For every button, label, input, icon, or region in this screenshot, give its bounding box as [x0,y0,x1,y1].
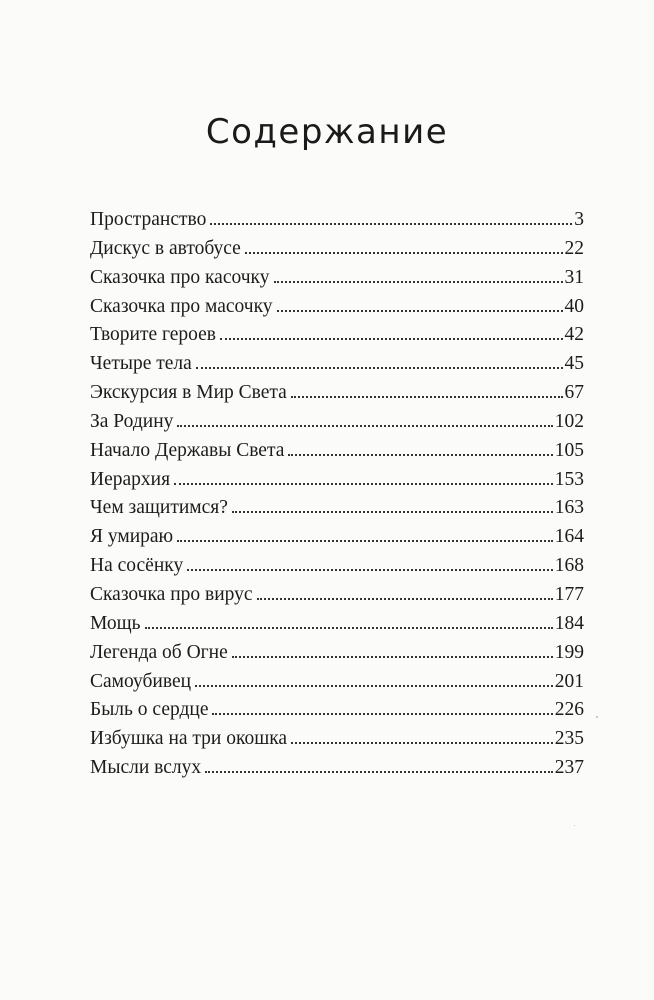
toc-entry-page: 153 [554,468,584,490]
dot-leader [257,588,553,600]
toc-entry-title: Пространство [90,209,207,230]
dot-leader [174,473,553,485]
toc-entry [90,494,584,523]
dot-leader [291,386,563,398]
toc-entry-page: 235 [554,728,584,750]
toc-entry-title: Самоубивец [90,670,192,692]
toc-entry-title: Мысли вслух [90,757,202,779]
toc-entry [90,321,584,350]
toc-entry-title: Я умираю [90,526,174,548]
toc-entry-title: Дискус в автобусе [90,237,241,259]
toc-entry-page: 168 [554,555,584,577]
toc-entry-title: За Родину [90,410,174,432]
toc-entry-page: 105 [554,439,584,461]
dot-leader [274,271,563,283]
toc-list [90,206,584,783]
toc-entry [90,264,584,293]
dot-leader [210,213,572,225]
toc-entry-title: Иерархия [90,468,171,490]
dot-leader [177,530,553,542]
toc-entry-page: 201 [554,670,584,692]
dot-leader [220,328,563,340]
toc-entry-title: Начало Державы Света [90,439,285,461]
toc-entry [90,610,584,639]
paper-speck [596,716,598,718]
toc-entry-page: 3 [574,209,584,230]
toc-entry [90,552,584,581]
dot-leader [145,617,553,629]
dot-leader [288,444,552,456]
toc-entry [90,293,584,322]
dot-leader [187,559,553,571]
toc-entry-title: Быль о сердце [90,699,209,721]
toc-entry [90,725,584,754]
toc-entry-page: 102 [554,410,584,432]
paper-speck [574,825,575,826]
toc-entry-page: 163 [554,497,584,519]
dot-leader [232,501,553,513]
toc-entry-page: 40 [564,295,584,317]
toc-entry [90,668,584,697]
dot-leader [196,357,563,369]
toc-entry-title: Мощь [90,612,141,634]
dot-leader [245,242,563,254]
toc-entry [90,523,584,552]
toc-entry [90,696,584,725]
dot-leader [177,415,552,427]
toc-entry [90,466,584,495]
toc-entry-page: 42 [564,324,584,346]
toc-entry-title: Избушка на три окошка [90,728,288,750]
toc-entry-title: Чем защитимся? [90,497,228,519]
toc-entry [90,437,584,466]
toc-entry-page: 67 [564,382,584,404]
toc-entry-page: 45 [564,353,584,375]
dot-leader [195,675,553,687]
toc-heading: Содержание [205,112,449,152]
toc-entry-page: 199 [554,641,584,663]
dot-leader [232,646,553,658]
toc-entry-title: Сказочка про вирус [90,583,253,605]
toc-entry-page: 22 [564,237,584,259]
toc-entry-title: Легенда об Огне [90,641,228,663]
toc-entry [90,206,584,235]
dot-leader [205,761,553,773]
toc-entry-page: 177 [554,583,584,605]
toc-entry-page: 184 [554,612,584,634]
dot-leader [212,703,552,715]
dot-leader [291,732,553,744]
toc-entry-page: 31 [564,266,584,288]
toc-entry [90,754,584,783]
toc-entry [90,379,584,408]
toc-entry [90,639,584,668]
toc-entry [90,408,584,437]
toc-entry-page: 226 [554,699,584,721]
toc-entry-title: Сказочка про касочку [90,266,270,288]
toc-entry-title: Четыре тела [90,353,192,375]
dot-leader [277,300,563,312]
toc-entry [90,581,584,610]
toc-entry-title: Экскурсия в Мир Света [90,382,287,404]
toc-entry [90,350,584,379]
toc-entry-title: Творите героев [90,324,216,346]
toc-entry [90,235,584,264]
toc-entry-page: 164 [554,526,584,548]
toc-entry-page: 237 [554,757,584,779]
toc-entry-title: На сосёнку [90,555,184,577]
toc-entry-title: Сказочка про масочку [90,295,273,317]
